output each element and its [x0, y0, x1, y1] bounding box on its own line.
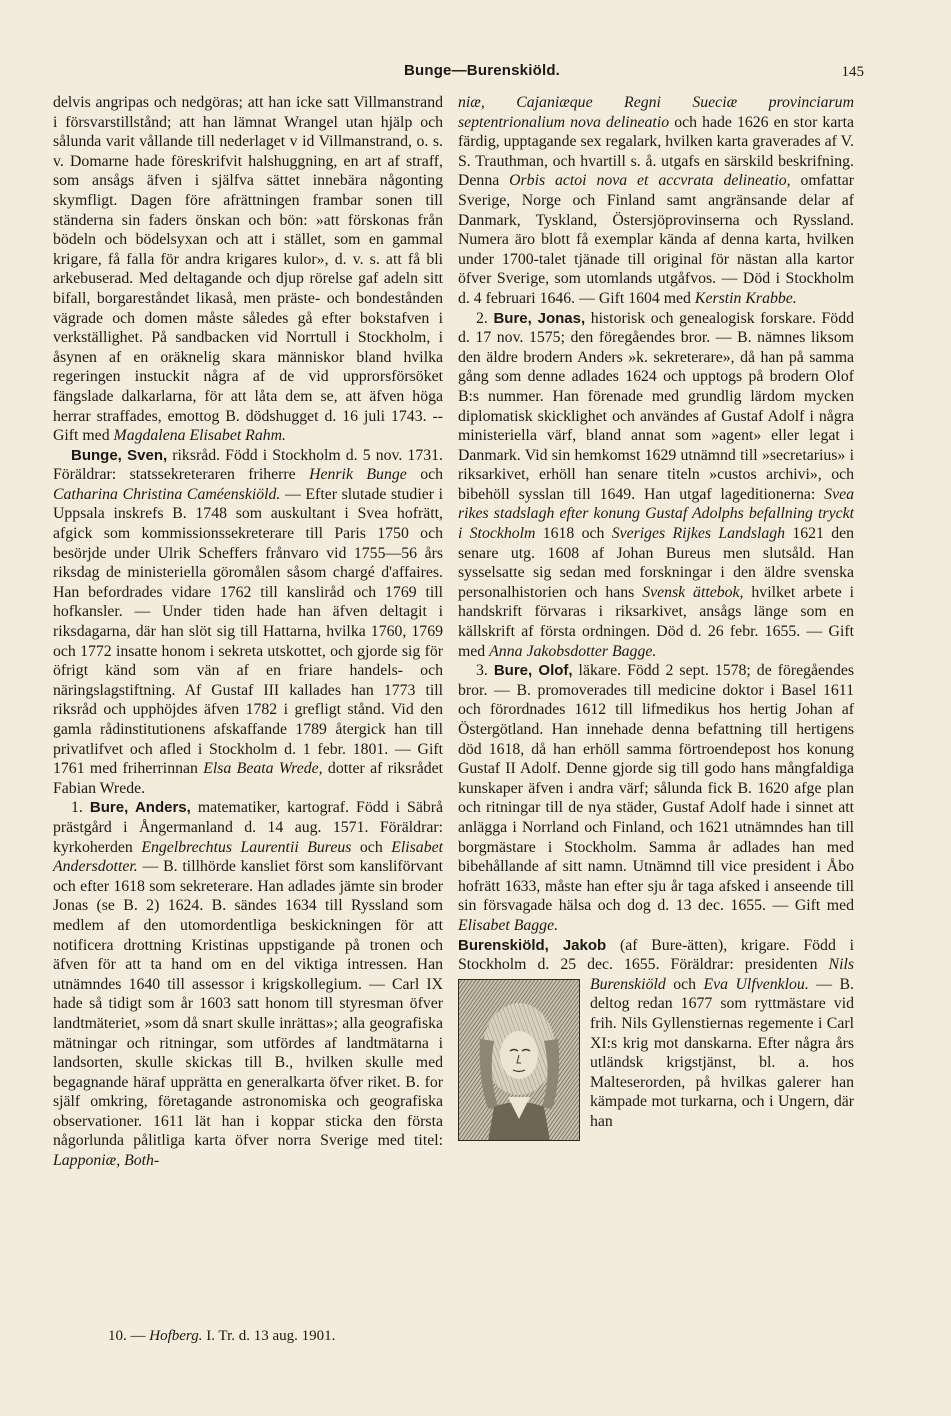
entry-burenskiold-jakob: [458, 936, 854, 1132]
text: dotter af riksrådet Fabian Wrede.: [53, 760, 443, 797]
entry-headword: Bure, Olof,: [493, 662, 573, 680]
entry-number: 1.: [71, 799, 90, 817]
text: (af Bure-ätten), krigare. Född i Stockholm d. 25 dec. 1655. Föräldrar: presidenten: [458, 936, 855, 974]
entry-headword: Bunge, Sven,: [71, 446, 168, 464]
mother-name: Catharina Christina Caméenskiöld.: [53, 485, 281, 503]
entry-bunge-sven: [53, 446, 443, 799]
text: — B. tillhörde kansliet först som kansliförvant och efter 1618 som sekreterare. Han adlades jämte sin broder Jonas (se B. 2) 1624. B. sändes 1634 till Ryssland som medlem af den utomordentliga beskickningen för att notificera drottning Kristinas uppstigande på tronen och äfven för att ta hand om en del viktiga intressen. Han utnämndes 1640 till assessor i krigskollegium. — Carl IX hade så tidigt som år 1603 satt honom till styresman öfver landtmäteriet, »som då snart skulle inrättas»; alla geografiska mätningar och ritningar, som utfördes af landtmätarna i landsorten, skulle skickas till B., hvilken skulle med begagnande häraf upprätta en generalkarta öfver riket. B. for själf omkring, företagande astronomiska och geografiska observationer. 1611 lät han i koppar sticka den första någorlunda pålitliga karta öfver norra Sverige med titel:: [53, 858, 443, 1150]
spouse-name: Anna Jakobsdotter Bagge.: [489, 642, 657, 660]
entry-bure-jonas: [458, 309, 854, 662]
work-title: Svea rikes stadslagh efter konung Gustaf Adolphs befallning tryckt i Stockholm: [458, 485, 854, 543]
father-name: Henrik Bunge: [309, 466, 407, 484]
page-number: 145: [841, 64, 864, 80]
spouse-name: Magdalena Elisabet Rahm.: [113, 427, 286, 445]
header-title: Bunge—Burenskiöld.: [403, 62, 561, 79]
map-title: Lapponiæ, Both-: [53, 1152, 160, 1170]
text: och: [406, 466, 444, 484]
work-title: Svensk ättebok,: [642, 583, 744, 601]
entry-headword: Bure, Anders,: [89, 799, 191, 817]
text: och: [351, 838, 392, 856]
spouse-name: Elisabet Bagge.: [458, 916, 559, 934]
publisher-name: Hofberg.: [149, 1328, 203, 1344]
entry-number: 3.: [476, 662, 494, 680]
entry-bure-olof: [458, 661, 854, 935]
map-title: niæ, Cajaniæque Regni Sueciæ provinciarum septentrionalium nova delineatio: [458, 94, 854, 131]
father-name: Nils Burenskiöld: [590, 956, 854, 993]
print-date: I. Tr. d. 13 aug. 1901.: [202, 1328, 336, 1344]
map-title: Orbis actoi nova et accvrata delineatio,: [509, 172, 791, 190]
father-name: Engelbrechtus Laurentii Bureus: [141, 838, 352, 856]
paragraph-bunge-continued: [53, 93, 443, 446]
work-title: Sveriges Rijkes Landslagh: [611, 525, 786, 543]
text: matematiker, kartograf. Född i Säbrå prästgård i Ångermanland d. 14 aug. 1571. Föräldrar: kyrkoherden: [53, 799, 443, 856]
printer-signature: [108, 1328, 335, 1345]
paragraph-bure-anders-continued: [458, 93, 854, 309]
spouse-name: Kerstin Krabbe.: [694, 289, 797, 307]
text: läkare. Född 2 sept. 1578; de föregåendes bror. — B. promoverades till medicine doktor i Basel 1611 och förordnades 1612 till lifmedikus hos hertig Johan af Östergötland. Han innehade denna befattning till hertigens död 1618, då han erhöll samma förtroendepost hos konung Gustaf II Adolf. Denne gjorde sig till godo hans mångfaldiga kunskaper äfven i andra värf; sålunda fick B. 1620 afge plan och ritningar till de nya städer, Gustaf Adolf hade i sinnet att anlägga i Norrland och Finland, och 1621 utnämndes han till borgmästare i Stockholm. Samma år adlades han med bibehållande af sitt namn. Utnämnd till vice president i Åbo hofrätt 1633, måste han efter sju år taga afsked i anseende till sin försvagade hälsa och dog d. 13 dec. 1655. — Gift med: [458, 662, 855, 915]
portrait-engraving: [458, 979, 580, 1141]
signature-number: 10. —: [108, 1328, 150, 1344]
entry-headword: Bure, Jonas,: [493, 309, 586, 327]
text: delvis angripas och nedgöras; att han icke satt Villmanstrand i försvarstillstånd; att han lämnat Wrangel utan hjälp och sålunda varit vållande till nederlaget v id Villmanstrand, o. s. v. Domarne hade föreskrifvit halshuggning, en art af straff, som ansågs äfven i själfva sättet innebära någonting skymfligt. Dagen före afrättningen frambar sonen till ständerna sin faders önskan och bön: »att förskonas från bödeln och bödelsyxan och att i stället, som en gammal krigare, få falla för andra krigares kulor», d. v. s. att få bli arkebuserad. Med deltagande och djup rörelse gaf adeln sitt bifall, borgareståndet likaså, men präste- och bondestånden vägrade och domen måste således gå efter bokstafven i verkställighet. På sandbacken vid Norrtull i Stockholm, i åsynen af en oräknelig skara människor bland hvilka regeringen instuckit några af de vid upprorsförsöket fängslade dalkarlarna, för att låta dem se, att äfven höga herrar straffades, emottog B. dödshugget d. 16 juli 1743. -- Gift med: [53, 94, 443, 445]
text: 1621 den senare utg. 1608 af Johan Bureus men slutsåld. Han sysselsatte sig sedan med forskningar i den äldre svenska personalhistorien och hans: [458, 525, 855, 601]
text: hvilket arbete i handskrift förvaras i riksarkivet, ansågs länge som en källskrift af första ordningen. Död d. 26 febr. 1655. — Gift med: [458, 583, 854, 660]
text: — B. deltog redan 1677 som ryttmästare vid frih. Nils Gyllenstiernas regemente i Carl XI:s krig mot danskarna. Efter några års utländsk krigstjänst, bl. a. hos Malteserorden, på hvilkas galerer han kämpade mot turkarna, och i Ungern, där han: [590, 975, 854, 1130]
mother-name: Eva Ulfvenklou.: [703, 975, 809, 993]
text: och hade 1626 en stor karta färdig, upptagande sex regalark, hvilken karta graverades af V. S. Trauthman, och hvartill s. å. utgafs en särskild beskrifning. Denna: [458, 113, 854, 190]
text: och: [665, 975, 704, 993]
text: historisk och genealogisk forskare. Född d. 17 nov. 1575; den föregåendes bror. — B. nämnes liksom den äldre brodern Anders »k. sekreterare», då han på samma gång som denne adlades 1624 och upptogs på brodern Olof B:s nummer. Han förenade med grundlig lärdom mycken diplomatisk skicklighet och användes af Gustaf Adolf i några ministeriella värf, bland annat som »agent» eller legat i Danmark. Vid sin hemkomst 1629 utnämnd till »secretarius» i riksarkivet, erhöll han senare titeln »custos archivi», och bibehöll sysslan till 1649. Han utgaf lageditionerna:: [458, 309, 855, 503]
text: 1618 och: [535, 525, 612, 543]
running-header: [52, 62, 912, 84]
text: riksråd. Född i Stockholm d. 5 nov. 1731. Föräldrar: statssekreteraren friherre: [53, 446, 443, 484]
right-column: [458, 93, 854, 1143]
mother-name: Elisabet Andersdotter.: [53, 838, 443, 876]
spouse-name: Elsa Beata Wrede,: [203, 760, 323, 778]
entry-number: 2.: [476, 309, 494, 327]
text: omfattar Sverige, Norge och Finland samt angränsande delar af Danmark, Tyskland, Östersjöprovinserna och Ryssland. Numera äro blott få exemplar kända af denna karta, hvilken under 1700-talet tjänade till original för nästan alla kartor öfver Sverige, som utomlands utgåfvos. — Död i Stockholm d. 4 februari 1646. — Gift 1604 med: [458, 172, 854, 307]
entry-bure-anders: [53, 798, 443, 1170]
entry-headword: Burenskiöld, Jakob: [458, 936, 607, 954]
text: — Efter slutade studier i Uppsala inskrefs B. 1748 som auskultant i Svea hofrätt, afgick som kommissionssekreterare till Paris 1750 och besörjde under Ulrik Scheffers frånvaro vid 1755—56 års riksdag de ministeriella göromålen såsom chargé d'affaires. Han befordrades vidare 1762 till kansliråd och 1769 till hofkansler. — Under tiden hade han äfven deltagit i riksdagarna, där han slöt sig till Hattarna, hvilka 1760, 1769 och 1772 insatte honom i sekreta utskottet, och gjorde sig för öfrigt känd som vän af en friare handels- och näringslagstiftning. Af Gustaf III kallades han 1773 till riksråd och upphöjdes äfven 1782 i grefligt stånd. Vid den gamla rådinstitutionens afskaffande 1789 återgick han till privatlifvet och afled i Stockholm d. 1 febr. 1801. — Gift 1761 med friherrinnan: [53, 485, 443, 778]
left-column: [53, 93, 443, 1171]
